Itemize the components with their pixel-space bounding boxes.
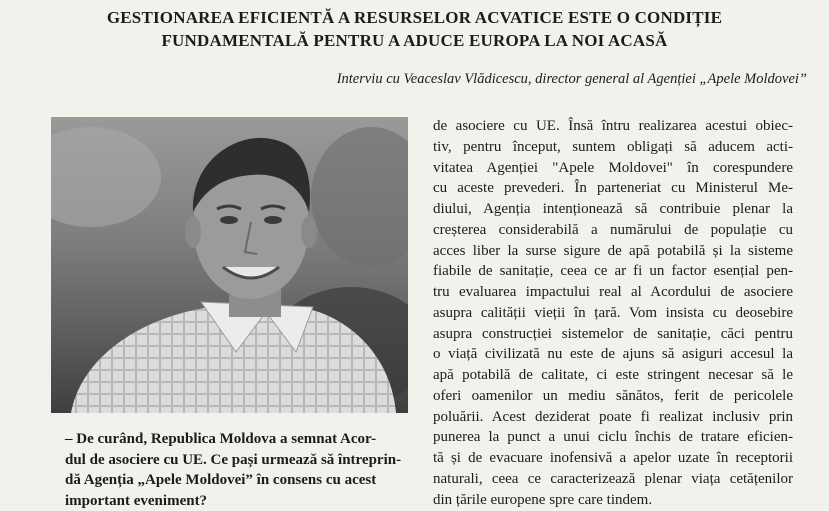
answer-line: tiv, pentru început, suntem obligați să aducem acti-	[433, 138, 793, 155]
question-line: dul de asociere cu UE. Ce pași urmează să întreprin-	[65, 451, 402, 468]
question-line: important eveniment?	[65, 492, 208, 509]
answer-line: de asociere cu UE. Însă întru realizarea acestui obiec-	[433, 118, 793, 134]
answer-line: asupra construcției sistemelor de sanitație, căci pentru	[433, 325, 793, 342]
answer-line: punerea la punct a unui ciclu închis de tratare eficien-	[433, 429, 793, 446]
answer-line: poluării. Acest deziderat poate fi realizat inclusiv prin	[433, 408, 793, 425]
portrait-illustration	[51, 117, 408, 413]
interview-question	[65, 429, 410, 511]
answer-line: apă potabilă de calitate, ci este stringent necesar să le	[433, 367, 793, 383]
answer-line: creșterea considerabilă a numărului de populație cu	[433, 221, 793, 238]
title-line: FUNDAMENTALĂ PENTRU A ADUCE EUROPA LA NOI ACASĂ	[161, 31, 668, 50]
answer-line: tă și de evacuare inofensivă a apelor uzate în receptorii	[433, 450, 793, 466]
answer-line: oferi oamenilor un mediu sănătos, ferit de pericolele	[433, 387, 793, 404]
answer-line: tru evaluarea impactului real al Acordului de asociere	[433, 284, 793, 300]
answer-line: naturali, ceea ce caracterizează plenar viața cetățenilor	[433, 470, 793, 487]
answer-line: vitatea Agenției "Apele Moldovei" în corespundere	[433, 159, 793, 176]
answer-column	[433, 116, 793, 510]
title-line: GESTIONAREA EFICIENTĂ A RESURSELOR ACVATICE ESTE O CONDIȚIE	[106, 8, 723, 27]
answer-line: asupra calității vieții în țară. Vom insista cu deosebire	[433, 304, 793, 321]
answer-line: diului, Agenția intenționează să contribuie plenar la	[433, 201, 793, 217]
question-line: dă Agenția „Apele Moldovei” în consens cu acest	[65, 472, 377, 489]
answer-line: o viață civilizată nu este de ajuns să asiguri accesul la	[433, 346, 793, 363]
answer-line: acces liber la surse sigure de apă potabilă și la sisteme	[433, 242, 793, 259]
portrait-photo	[51, 117, 408, 413]
question-line: – De curând, Republica Moldova a semnat Acor-	[65, 431, 377, 447]
article-subtitle: Interviu cu Veaceslav Vlădicescu, director general al Agenției „Apele Moldovei”	[336, 71, 807, 87]
article-title	[0, 6, 829, 52]
answer-line: din țările europene spre care tindem.	[433, 491, 653, 508]
answer-line: cu aceste prevederi. În parteneriat cu Ministerul Me-	[433, 180, 793, 197]
answer-line: fiabile de sanitație, ceea ce ar fi un factor esențial pen-	[433, 263, 793, 280]
